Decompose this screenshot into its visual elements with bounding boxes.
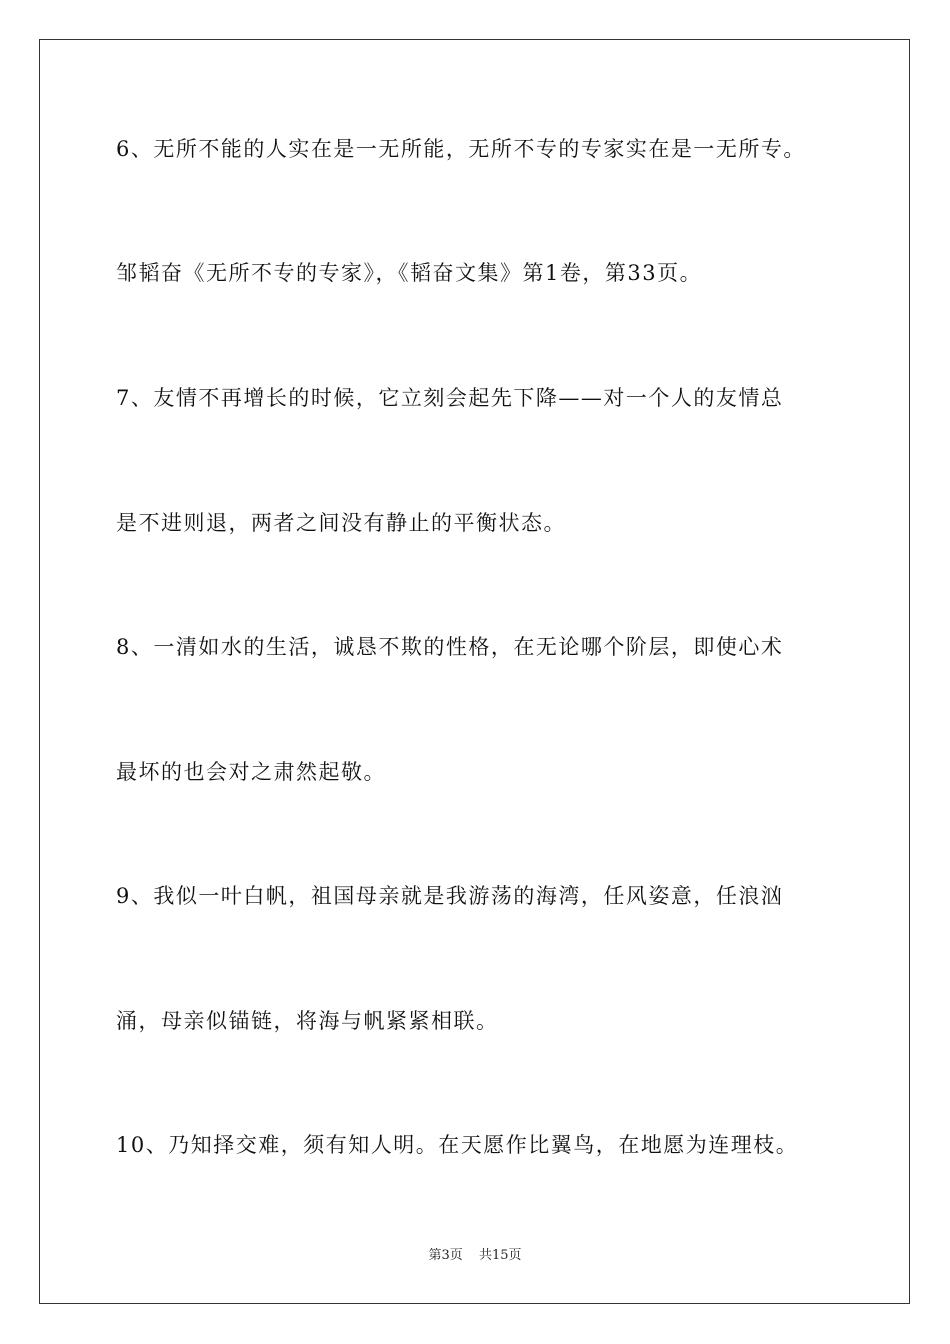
text-line-1: 6、无所不能的人实在是一无所能，无所不专的专家实在是一无所专。 [116, 137, 806, 161]
page-total: 共15页 [478, 1248, 522, 1263]
text-line-5: 8、一清如水的生活，诚恳不欺的性格，在无论哪个阶层，即使心术 [116, 635, 784, 659]
text-line-8: 涌，母亲似锚链，将海与帆紧紧相联。 [116, 1009, 499, 1033]
text-line-3: 7、友情不再增长的时候，它立刻会起先下降——对一个人的友情总 [116, 386, 784, 410]
page-number: 第3页 [428, 1248, 463, 1263]
page-footer [0, 1247, 950, 1265]
text-line-7: 9、我似一叶白帆，祖国母亲就是我游荡的海湾，任风姿意，任浪汹 [116, 884, 784, 908]
page-border [39, 39, 910, 1304]
text-line-2: 邹韬奋《无所不专的专家》，《韬奋文集》第1卷，第33页。 [116, 261, 703, 285]
text-line-9: 10、乃知择交难，须有知人明。在天愿作比翼鸟，在地愿为连理枝。 [116, 1133, 799, 1157]
text-line-4: 是不进则退，两者之间没有静止的平衡状态。 [116, 511, 566, 535]
text-line-6: 最坏的也会对之肃然起敬。 [116, 760, 386, 784]
